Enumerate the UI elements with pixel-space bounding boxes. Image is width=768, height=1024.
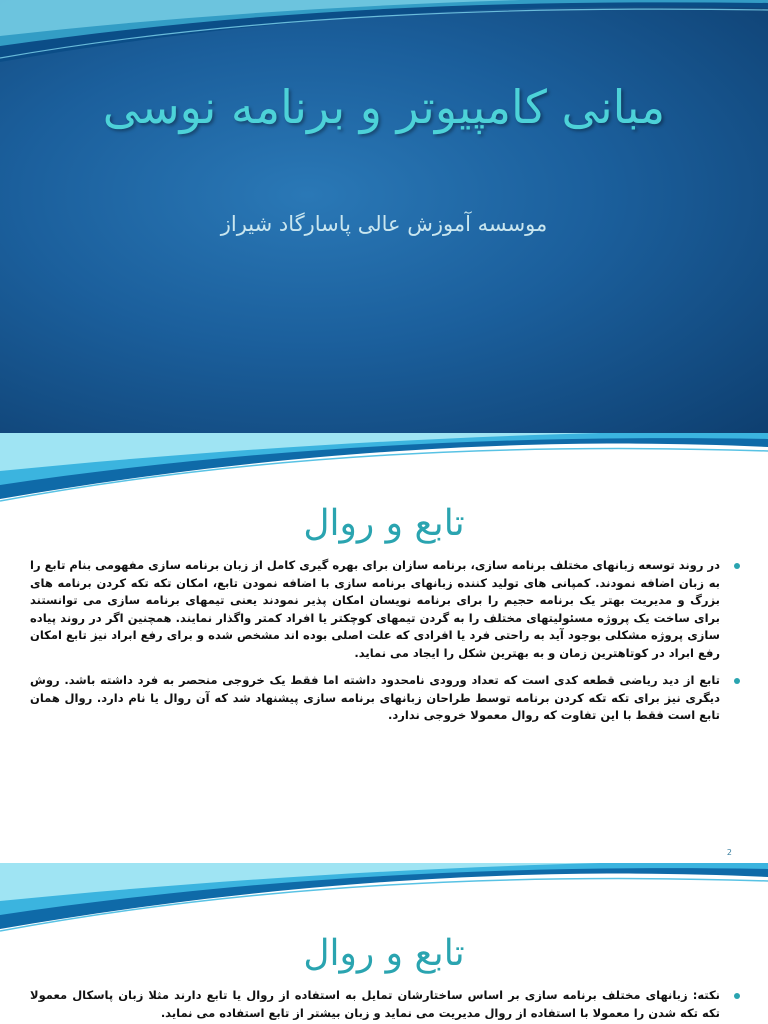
top-wave-decoration: [0, 433, 768, 513]
content-slide-functions-note: [0, 863, 768, 1024]
bullet-icon: [734, 993, 740, 999]
bullet-icon: [734, 678, 740, 684]
content-slide-functions: [0, 433, 768, 863]
top-wave-decoration: [0, 863, 768, 943]
page-number: 2: [726, 848, 732, 857]
bullet-item: [30, 672, 742, 725]
top-wave-decoration: [0, 0, 768, 90]
slide-subtitle: موسسه آموزش عالی پاسارگاد شیراز: [220, 212, 548, 236]
bullet-text: تابع از دید ریاضی قطعه کدی است که تعداد ورودی نامحدود داشته اما فقط یک خروجی منحصر به فرد داشته باشد. روش دیگری نیز برای تکه تکه کردن برنامه توسط طراحان زبانهای برنامه سازی پیشنهاد شد که آن روال یا نام دارد. روال همان تابع است فقط با این تفاوت که روال معمولا خروجی ندارد.: [30, 673, 720, 722]
slide-title: تابع و روال: [303, 933, 465, 974]
slide-title: تابع و روال: [303, 503, 465, 544]
bullet-item: [30, 557, 742, 662]
bullet-list: [30, 557, 742, 735]
bullet-list: [30, 987, 742, 1024]
bullet-text: نکته: زبانهای مختلف برنامه سازی بر اساس ساختارشان تمایل به استفاده از روال یا تابع دارند مثلا زبان پاسکال معمولا تکه تکه شدن را معمولا با استفاده از روال مدیریت می نماید و زبان بیشتر از تابع استفاده می نماید.: [30, 988, 720, 1020]
bullet-item: [30, 987, 742, 1022]
title-slide: [0, 0, 768, 433]
bullet-text: در روند توسعه زبانهای مختلف برنامه سازی، برنامه سازان برای بهره گیری کامل از زبان برنامه سازی مفهومی بنام تابع را به زبان اضافه نمودند. کمپانی های تولید کننده زبانهای برنامه سازی با اضافه نمودن تابع، امکان تکه تکه کردن برنامه های بزرگ و مدیریت بهتر یک برنامه حجیم را برای برنامه نویسان امکان پذیر نمودند یعنی تیمهای برنامه سازی می توانستند برای ساخت یک پروژه مسئولیتهای مختلف را به گردن تیمهای کوچکتر یا افراد کمتر واگذار نمایند. همچنین اگر در روند پیاده سازی پروژه مشکلی بوجود آید به راحتی فرد یا افرادی که علت اصلی بوده اند مشخص شده و برای رفع ابراد نیز تابع امکان رفع ابراد در کوتاهترین زمان و به بهترین شکل را ایجاد می نماید.: [30, 558, 720, 660]
bullet-icon: [734, 563, 740, 569]
slide-title: مبانی کامپیوتر و برنامه نوسی: [102, 80, 666, 134]
